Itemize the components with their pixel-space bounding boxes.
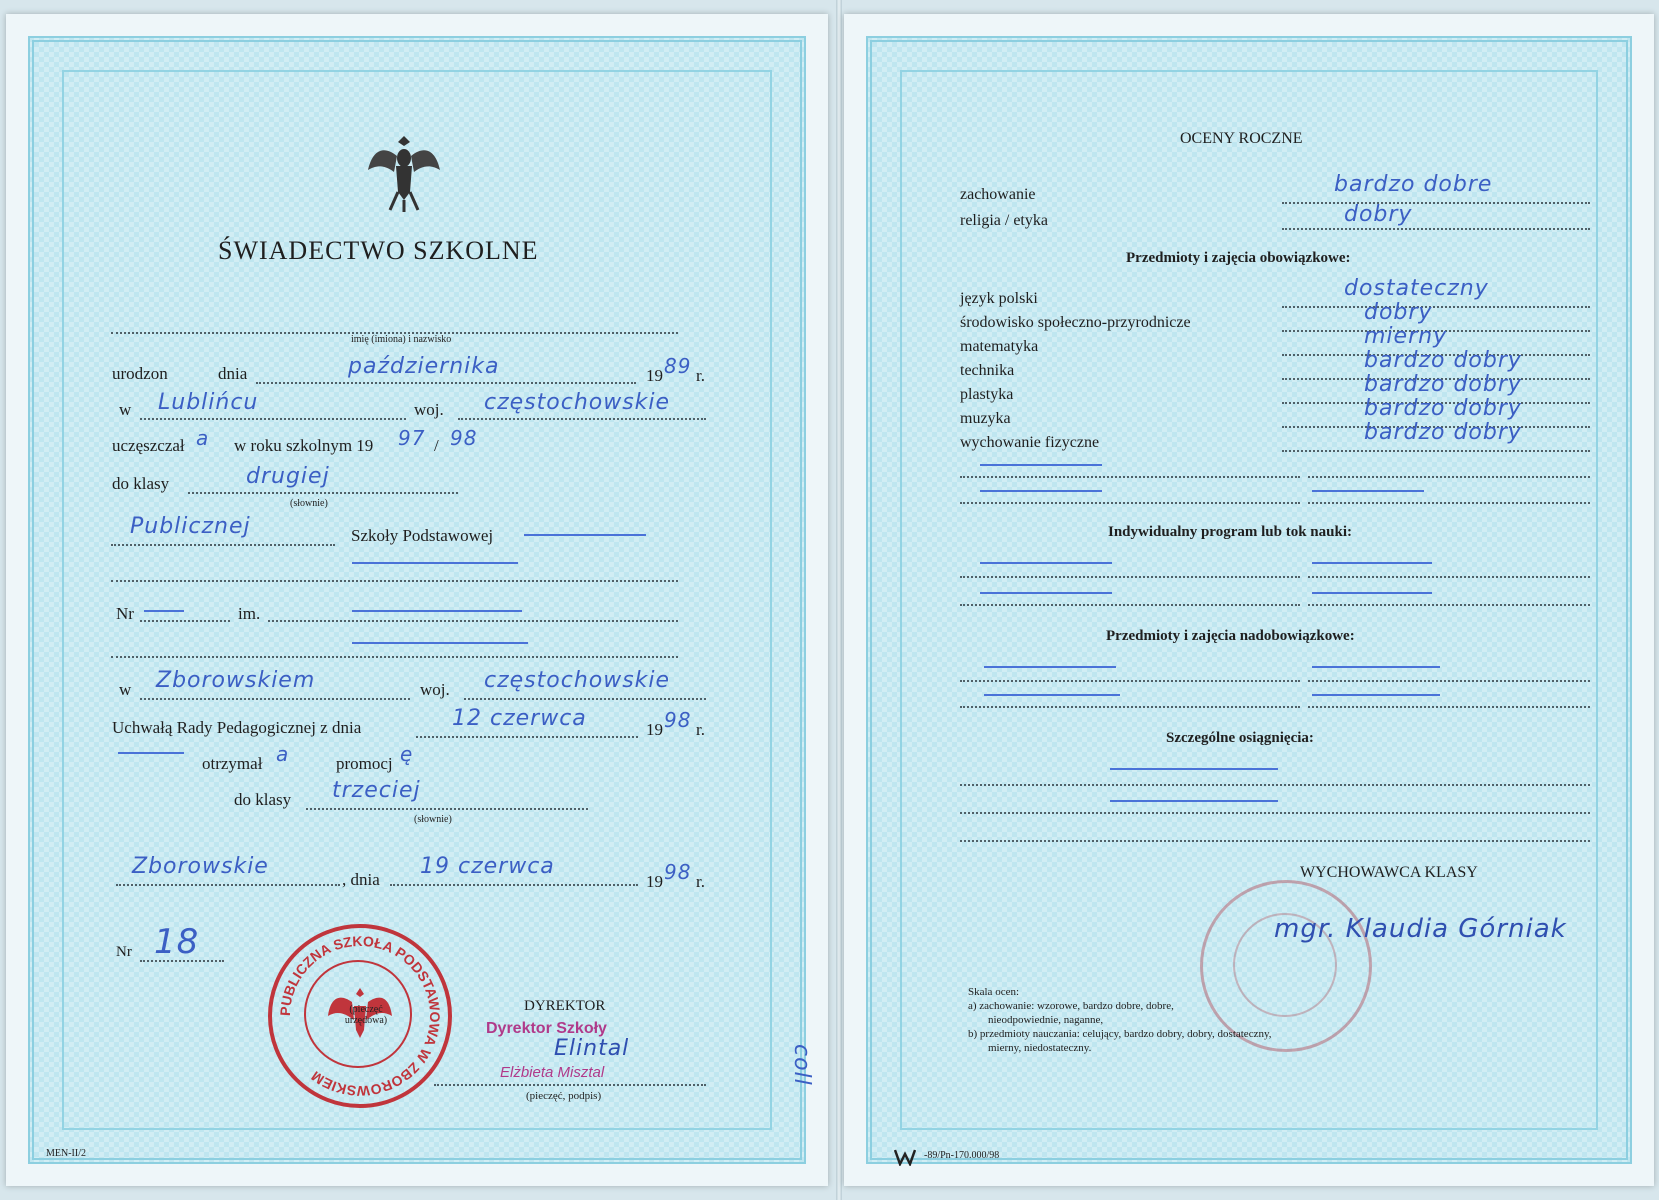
received-suffix-hand: a bbox=[276, 742, 290, 766]
resolution-year-prefix: 19 bbox=[646, 720, 663, 739]
grades-title: OCENY ROCZNE bbox=[1180, 130, 1303, 147]
director-signature: Elintal bbox=[554, 1036, 630, 1061]
resolution-year-hand: 98 bbox=[664, 708, 692, 732]
birth-date-hand: października bbox=[348, 354, 500, 379]
subject-label: matematyka bbox=[960, 338, 1039, 355]
day-label: dnia bbox=[218, 364, 248, 383]
sign-caption: (pieczęć, podpis) bbox=[526, 1090, 602, 1102]
scale-conduct-cont: nieodpowiednie, naganne, bbox=[988, 1014, 1104, 1026]
mandatory-title: Przedmioty i zajęcia obowiązkowe: bbox=[1126, 250, 1351, 266]
woj-label-2: woj. bbox=[420, 680, 450, 699]
cert-nr-hand: 18 bbox=[154, 922, 200, 962]
promotion-label: promocj bbox=[336, 754, 393, 773]
print-code: -89/Pn-170.000/98 bbox=[924, 1150, 1000, 1161]
w-label-2: w bbox=[119, 680, 132, 699]
issue-year-hand: 98 bbox=[664, 860, 692, 884]
subject-grade: bardzo dobry bbox=[1364, 420, 1522, 445]
school-label: Szkoły Podstawowej bbox=[351, 526, 494, 545]
school-year-end-hand: 98 bbox=[450, 426, 478, 450]
scale-subjects-cont: mierny, niedostateczny. bbox=[988, 1042, 1092, 1054]
resolution-label: Uchwałą Rady Pedagogicznej z dnia bbox=[112, 718, 362, 737]
director-label: DYREKTOR bbox=[524, 998, 606, 1014]
voivodeship-hand: częstochowskie bbox=[484, 390, 671, 415]
subject-grade: dostateczny bbox=[1344, 276, 1489, 301]
document-title: ŚWIADECTWO SZKOLNE bbox=[218, 236, 539, 265]
certificate-front-page bbox=[6, 14, 828, 1186]
birth-year-hand: 89 bbox=[664, 354, 692, 378]
born-label: urodzon bbox=[112, 364, 168, 383]
birth-place-hand: Lublińcu bbox=[158, 390, 259, 415]
birth-year-prefix: 19 bbox=[646, 366, 663, 385]
subject-grade: mierny bbox=[1364, 324, 1448, 349]
class-tutor-stamp bbox=[1200, 880, 1372, 1052]
director-stamp-title: Dyrektor Szkoły bbox=[486, 1020, 607, 1037]
school-year-start-hand: 97 bbox=[398, 426, 426, 450]
subject-label: technika bbox=[960, 362, 1015, 379]
received-label: otrzymał bbox=[202, 754, 263, 773]
year-suffix: r. bbox=[696, 366, 705, 385]
scale-conduct: a) zachowanie: wzorowe, bardzo dobre, dobre, bbox=[968, 1000, 1174, 1012]
class-hand: drugiej bbox=[246, 464, 330, 489]
issue-year-suffix: r. bbox=[696, 872, 705, 891]
achievements-title: Szczególne osiągnięcia: bbox=[1166, 730, 1314, 746]
attended-label: uczęszczał bbox=[112, 436, 185, 455]
school-place-hand: Zborowskiem bbox=[156, 668, 316, 693]
stamp-ring-label: PUBLICZNA SZKOŁA PODSTAWOWA W ZBOROWSKIEM bbox=[276, 932, 444, 1100]
issue-date-label: , dnia bbox=[342, 870, 380, 889]
tutor-signature: mgr. Klaudia Górniak bbox=[1274, 914, 1567, 944]
subject-grade: dobry bbox=[1364, 300, 1433, 325]
optional-title: Przedmioty i zajęcia nadobowiązkowe: bbox=[1106, 628, 1355, 644]
margin-note: coll bbox=[789, 1044, 814, 1086]
certificate-grades-page bbox=[844, 14, 1654, 1186]
subject-label: wychowanie fizyczne bbox=[960, 434, 1100, 451]
religion-grade: dobry bbox=[1344, 202, 1413, 227]
school-type-hand: Publicznej bbox=[130, 514, 251, 539]
scale-title: Skala ocen: bbox=[968, 986, 1020, 998]
issue-year-prefix: 19 bbox=[646, 872, 663, 891]
next-class-hand: trzeciej bbox=[332, 778, 421, 803]
school-year-sep: / bbox=[434, 436, 439, 455]
promotion-suffix-hand: ę bbox=[400, 742, 414, 766]
printer-logo-icon bbox=[894, 1148, 916, 1166]
conduct-grade: bardzo dobre bbox=[1334, 172, 1493, 197]
words-caption: (słownie) bbox=[290, 498, 328, 509]
cert-nr-label: Nr bbox=[116, 944, 132, 960]
w-label: w bbox=[119, 400, 132, 419]
subject-grade: bardzo dobry bbox=[1364, 396, 1522, 421]
issue-place-hand: Zborowskie bbox=[132, 854, 269, 879]
director-stamp-name: Elżbieta Misztal bbox=[500, 1064, 605, 1081]
conduct-label: zachowanie bbox=[960, 186, 1036, 203]
seal-caption: (pieczęć urzędowa) bbox=[344, 1004, 388, 1026]
religion-label: religia / etyka bbox=[960, 212, 1048, 229]
voivodeship2-hand: częstochowskie bbox=[484, 668, 671, 693]
individual-title: Indywidualny program lub tok nauki: bbox=[1108, 524, 1352, 540]
words-caption-2: (słownie) bbox=[414, 814, 452, 825]
subject-grade: bardzo dobry bbox=[1364, 372, 1522, 397]
to-class-label: do klasy bbox=[112, 474, 170, 493]
nr-label: Nr bbox=[116, 604, 134, 623]
attended-suffix-hand: a bbox=[196, 426, 210, 450]
subject-label: plastyka bbox=[960, 386, 1014, 403]
resolution-year-suffix: r. bbox=[696, 720, 705, 739]
tutor-label: WYCHOWAWCA KLASY bbox=[1300, 864, 1478, 881]
woj-label: woj. bbox=[414, 400, 444, 419]
im-label: im. bbox=[238, 604, 261, 623]
subject-label: język polski bbox=[960, 290, 1038, 307]
scale-subjects: b) przedmioty nauczania: celujący, bardzo dobry, dobry, dostateczny, bbox=[968, 1028, 1272, 1040]
name-caption: imię (imiona) i nazwisko bbox=[351, 334, 452, 345]
subject-grade: bardzo dobry bbox=[1364, 348, 1522, 373]
eagle-emblem-icon bbox=[364, 126, 444, 216]
issue-date-hand: 19 czerwca bbox=[420, 854, 555, 879]
resolution-date-hand: 12 czerwca bbox=[452, 706, 587, 731]
school-year-label: w roku szkolnym 19 bbox=[234, 436, 374, 455]
next-class-label: do klasy bbox=[234, 790, 292, 809]
subject-label: środowisko społeczno-przyrodnicze bbox=[960, 314, 1191, 331]
page-fold bbox=[836, 0, 842, 1200]
subject-label: muzyka bbox=[960, 410, 1011, 427]
form-code: MEN-II/2 bbox=[46, 1148, 86, 1159]
